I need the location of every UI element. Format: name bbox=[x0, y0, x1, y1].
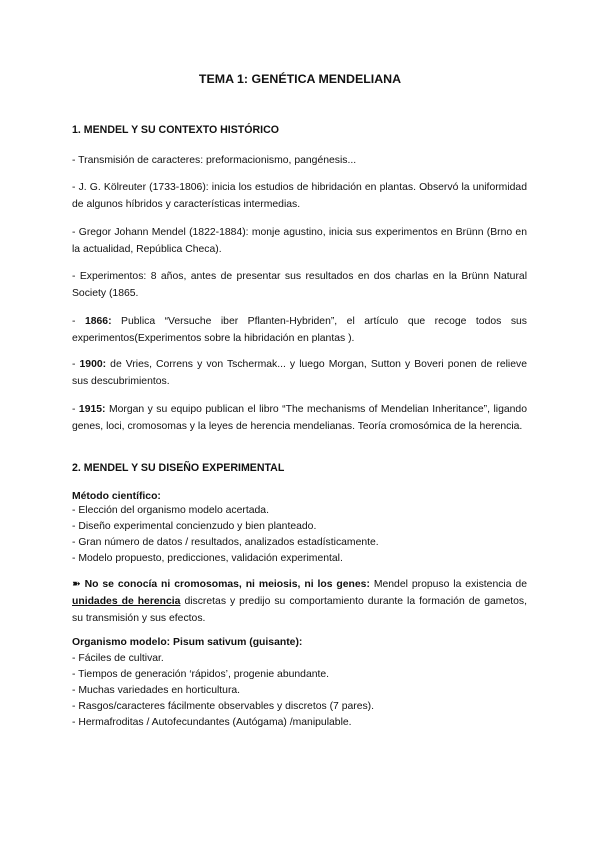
model-heading: Organismo modelo: Pisum sativum (guisante): bbox=[72, 637, 303, 648]
list-item: - Fáciles de cultivar. bbox=[72, 653, 164, 664]
paragraph-1900 bbox=[72, 356, 527, 390]
method-heading: Método científico: bbox=[72, 491, 161, 502]
arrow-icon: ➽ bbox=[72, 579, 81, 590]
paragraph-1866-text: Publica “Versuche iber Pflanten-Hybriden”, el artículo que recoge todos sus experimentos(Experimentos sobre la hibridación en plantas ). bbox=[72, 316, 527, 344]
paragraph-note bbox=[72, 576, 527, 627]
paragraph-1900-text: de Vries, Correns y von Tschermak... y luego Morgan, Sutton y Boveri ponen de relieve sus descubrimientos. bbox=[72, 359, 527, 387]
note-text-end: discretas y predijo su comportamiento durante la formación de gametos, su transmisión y sus efectos. bbox=[72, 596, 527, 624]
page-title: TEMA 1: GENÉTICA MENDELIANA bbox=[198, 72, 402, 86]
note-text: Mendel propuso la existencia de bbox=[369, 579, 527, 590]
paragraph-kolreuter: - J. G. Kölreuter (1733-1806): inicia los estudios de hibridación en plantas. Observó la uniformidad de algunos híbridos y características intermedias. bbox=[72, 182, 527, 210]
list-item: - Gran número de datos / resultados, analizados estadísticamente. bbox=[72, 537, 379, 548]
paragraph-1866 bbox=[72, 313, 527, 347]
year-1900: 1900: bbox=[79, 359, 107, 370]
list-item: - Rasgos/caracteres fácilmente observables y discretos (7 pares). bbox=[72, 701, 375, 712]
paragraph-1915-prefix: - bbox=[72, 404, 79, 415]
list-item: - Elección del organismo modelo acertada. bbox=[72, 505, 269, 516]
paragraph-1915 bbox=[72, 401, 527, 435]
paragraph-mendel: - Gregor Johann Mendel (1822-1884): monje agustino, inicia sus experimentos en Brünn (Brno en la actualidad, República Checa). bbox=[72, 227, 527, 255]
section-1-heading: 1. MENDEL Y SU CONTEXTO HISTÓRICO bbox=[72, 124, 280, 136]
method-list bbox=[72, 503, 527, 567]
list-item: - Diseño experimental concienzudo y bien planteado. bbox=[72, 521, 317, 532]
paragraph-experiments: - Experimentos: 8 años, antes de presentar sus resultados en dos charlas en la Brünn Natural Society (1865. bbox=[72, 271, 527, 299]
list-item: - Tiempos de generación ‘rápidos’, progenie abundante. bbox=[72, 669, 330, 680]
paragraph-1866-prefix: - bbox=[72, 316, 85, 327]
list-item: - Hermafroditas / Autofecundantes (Autógama) /manipulable. bbox=[72, 717, 352, 728]
paragraph-transmission: - Transmisión de caracteres: preformacionismo, pangénesis... bbox=[72, 155, 357, 166]
model-list bbox=[72, 651, 527, 731]
year-1866: 1866: bbox=[84, 316, 112, 327]
section-2-heading: 2. MENDEL Y SU DISEÑO EXPERIMENTAL bbox=[72, 462, 285, 474]
year-1915: 1915: bbox=[78, 404, 106, 415]
list-item: - Muchas variedades en horticultura. bbox=[72, 685, 241, 696]
paragraph-1915-text: Morgan y su equipo publican el libro “The mechanisms of Mendelian Inheritance”, ligando genes, loci, cromosomas y la leyes de herencia mendelianas. Teoría cromosómica de la herencia. bbox=[72, 404, 527, 432]
paragraph-1900-prefix: - bbox=[72, 359, 80, 370]
note-bold: No se conocía ni cromosomas, ni meiosis, ni los genes: bbox=[80, 579, 370, 590]
list-item: - Modelo propuesto, predicciones, validación experimental. bbox=[72, 553, 343, 564]
note-underlined-term: unidades de herencia bbox=[72, 596, 181, 607]
